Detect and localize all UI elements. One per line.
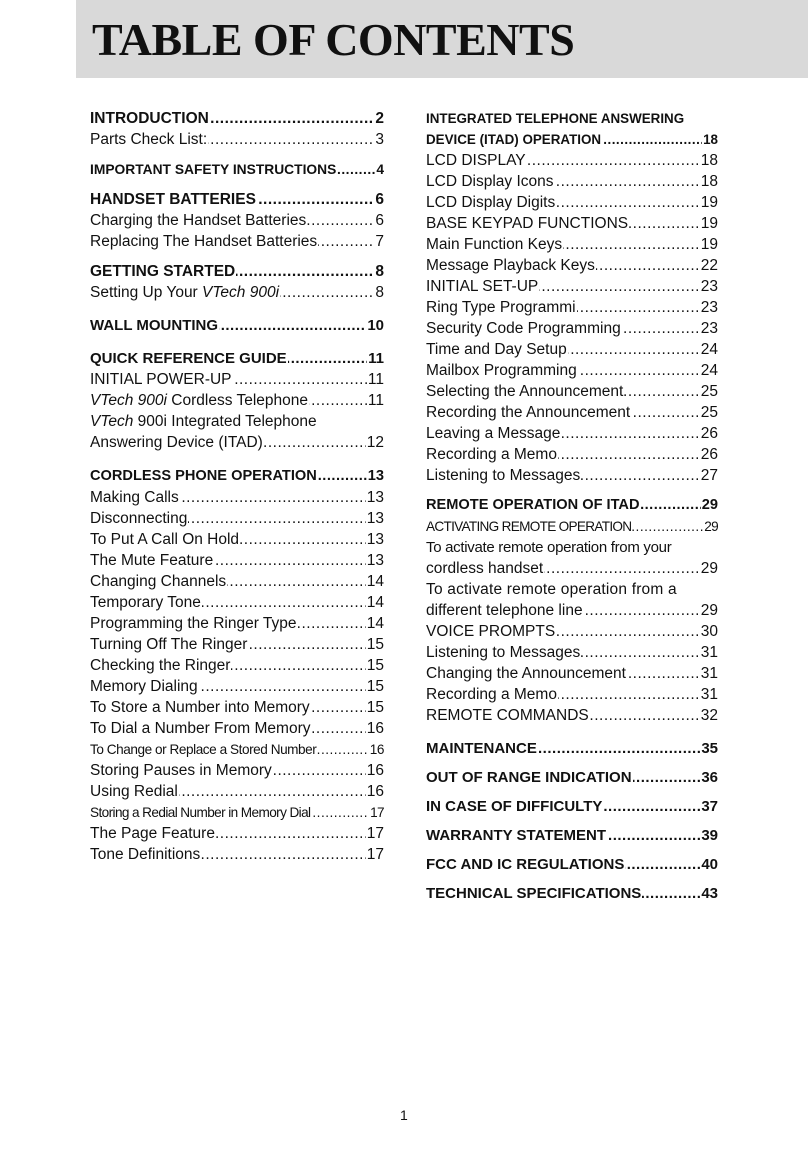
toc-entry[interactable]: ..... INITIAL SET-UP 23: [426, 276, 718, 297]
remote-operation-items: [426, 621, 718, 726]
toc-entry[interactable]: ..... Storing Pauses in Memory 16: [90, 760, 384, 781]
toc-entry-activate-line[interactable]: ..... different telephone line 29: [426, 600, 718, 621]
toc-entry[interactable]: ..... Mailbox Programming 24: [426, 360, 718, 381]
cordless-operation-items: [90, 487, 384, 865]
toc-entry-itad-line1[interactable]: VTech 900i Integrated Telephone: [90, 413, 317, 430]
itad-operation-items: [426, 150, 718, 486]
toc-entry-initial-power-up[interactable]: ..... INITIAL POWER-UP 11: [90, 369, 384, 390]
toc-entry-parts-check-list[interactable]: ..... Parts Check List: 3: [90, 129, 384, 150]
toc-entry[interactable]: ..... Listening to Messages 27: [426, 465, 718, 486]
toc-entry[interactable]: ..... LCD Display Icons 18: [426, 171, 718, 192]
toc-entry-itad-operation-line1[interactable]: INTEGRATED TELEPHONE ANSWERING: [426, 111, 685, 126]
toc-entry[interactable]: ..... Checking the Ringer 15: [90, 655, 384, 676]
toc-entry-charging[interactable]: ..... Charging the Handset Batteries 6: [90, 210, 384, 231]
toc-entry[interactable]: ..... Using Redial 16: [90, 781, 384, 802]
toc-entry[interactable]: ..... Security Code Programming 23: [426, 318, 718, 339]
toc-entry-remote-operation[interactable]: ..... REMOTE OPERATION OF ITAD 29: [426, 495, 718, 516]
toc-entry[interactable]: ..... Recording a Memo 31: [426, 684, 718, 705]
toc-entry[interactable]: ..... To Put A Call On Hold 13: [90, 529, 384, 550]
toc-entry[interactable]: ..... LCD DISPLAY 18: [426, 150, 718, 171]
toc-entry-itad-operation[interactable]: ..... DEVICE (ITAD) OPERATION 18: [426, 129, 718, 150]
toc-entry-activate-handset[interactable]: ..... cordless handset 29: [426, 558, 718, 579]
toc-entry[interactable]: ..... Temporary Tone 14: [90, 592, 384, 613]
toc-entry-replacing[interactable]: ..... Replacing The Handset Batteries 7: [90, 231, 384, 252]
toc-entry[interactable]: ..... VOICE PROMPTS 30: [426, 621, 718, 642]
toc-entry[interactable]: ..... Making Calls 13: [90, 487, 384, 508]
page-number: 1: [400, 1107, 408, 1123]
toc-entry-warranty[interactable]: ..... WARRANTY STATEMENT 39: [426, 825, 718, 847]
toc-entry[interactable]: ..... BASE KEYPAD FUNCTIONS 19: [426, 213, 718, 234]
toc-entry-fcc[interactable]: ..... FCC AND IC REGULATIONS 40: [426, 854, 718, 876]
toc-entry[interactable]: ..... To Change or Replace a Stored Number 16: [90, 739, 384, 760]
toc-entry[interactable]: ..... LCD Display Digits 19: [426, 192, 718, 213]
toc-entry[interactable]: ..... Disconnecting 13: [90, 508, 384, 529]
toc-entry[interactable]: ..... Memory Dialing 15: [90, 676, 384, 697]
toc-entry-introduction[interactable]: ..... INTRODUCTION 2: [90, 108, 384, 129]
toc-entry[interactable]: ..... Time and Day Setup 24: [426, 339, 718, 360]
toc-entry[interactable]: ..... Leaving a Message 26: [426, 423, 718, 444]
toc-entry[interactable]: ..... Recording the Announcement 25: [426, 402, 718, 423]
toc-entry-maintenance[interactable]: ..... MAINTENANCE 35: [426, 738, 718, 760]
toc-entry[interactable]: ..... Tone Definitions 17: [90, 844, 384, 865]
toc-entry-itad-line2[interactable]: ..... Answering Device (ITAD) 12: [90, 432, 384, 453]
toc-entry-quick-reference[interactable]: ..... QUICK REFERENCE GUIDE 11: [90, 348, 384, 369]
toc-right-column: [426, 108, 718, 905]
toc-entry[interactable]: ..... To Dial a Number From Memory 16: [90, 718, 384, 739]
toc-entry-setting-up[interactable]: ..... Setting Up Your VTech 900i 8: [90, 282, 384, 303]
page-title: TABLE OF CONTENTS: [92, 14, 575, 65]
toc-entry[interactable]: ..... The Mute Feature 13: [90, 550, 384, 571]
toc-entry-safety-instructions[interactable]: ..... IMPORTANT SAFETY INSTRUCTIONS 4: [90, 159, 384, 180]
toc-entry-getting-started[interactable]: ..... GETTING STARTED 8: [90, 261, 384, 282]
toc-entry-wall-mounting[interactable]: ..... WALL MOUNTING 10: [90, 315, 384, 336]
toc-entry[interactable]: ..... Turning Off The Ringer 15: [90, 634, 384, 655]
toc-entry-activate-line-line1[interactable]: To activate remote operation from a: [426, 581, 677, 598]
toc-entry[interactable]: ..... Changing Channels 14: [90, 571, 384, 592]
toc-entry[interactable]: ..... Changing the Announcement 31: [426, 663, 718, 684]
toc-entry-tech-specs[interactable]: ..... TECHNICAL SPECIFICATIONS 43: [426, 883, 718, 905]
toc-entry[interactable]: ..... Ring Type Programmi 23: [426, 297, 718, 318]
toc-entry-difficulty[interactable]: ..... IN CASE OF DIFFICULTY 37: [426, 796, 718, 818]
toc-entry[interactable]: ..... Recording a Memo 26: [426, 444, 718, 465]
toc-entry[interactable]: ..... Programming the Ringer Type 14: [90, 613, 384, 634]
toc-entry[interactable]: ..... REMOTE COMMANDS 32: [426, 705, 718, 726]
toc-entry-out-of-range[interactable]: ..... OUT OF RANGE INDICATION 36: [426, 767, 718, 789]
toc-entry[interactable]: ..... The Page Feature 17: [90, 823, 384, 844]
toc-entry[interactable]: ..... Selecting the Announcement 25: [426, 381, 718, 402]
toc-entry[interactable]: ..... Storing a Redial Number in Memory Dial 17: [90, 802, 384, 823]
toc-entry-activating[interactable]: ..... ACTIVATING REMOTE OPERATION 29: [426, 516, 718, 537]
toc-entry[interactable]: ..... To Store a Number into Memory 15: [90, 697, 384, 718]
toc-entry-activate-handset-line1[interactable]: To activate remote operation from your: [426, 539, 672, 556]
toc-entry[interactable]: ..... Main Function Keys 19: [426, 234, 718, 255]
toc-entry-cordless-telephone[interactable]: ..... VTech 900i Cordless Telephone 11: [90, 390, 384, 411]
toc-left-column: [90, 108, 384, 865]
toc-entry[interactable]: ..... Message Playback Keys 22: [426, 255, 718, 276]
toc-entry-handset-batteries[interactable]: ..... HANDSET BATTERIES 6: [90, 189, 384, 210]
toc-entry-cordless-operation[interactable]: ..... CORDLESS PHONE OPERATION 13: [90, 466, 384, 487]
toc-entry[interactable]: ..... Listening to Messages 31: [426, 642, 718, 663]
